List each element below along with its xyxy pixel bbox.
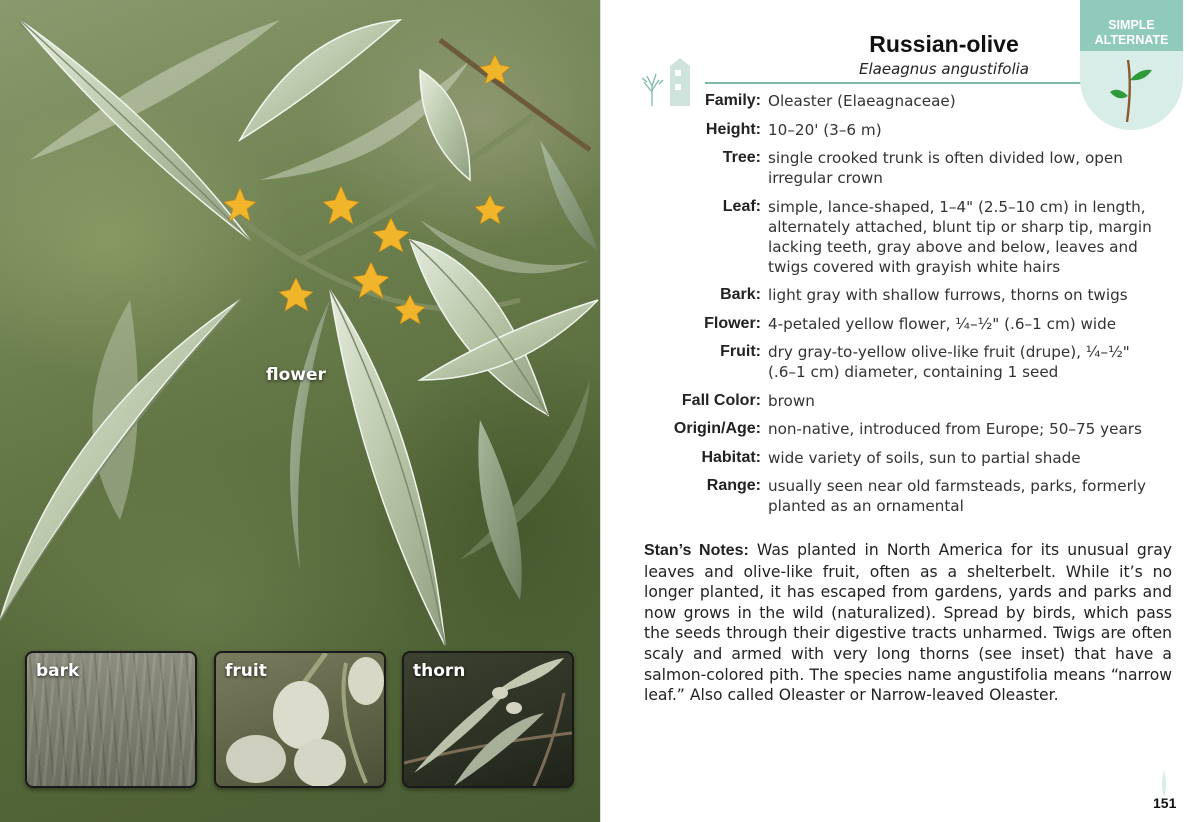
fact-label: Bark: bbox=[720, 286, 761, 303]
fact-row bbox=[601, 314, 1199, 334]
fact-value: non-native, introduced from Europe; 50–75 years bbox=[768, 420, 1142, 438]
leaf-type-line-2: ALTERNATE bbox=[1094, 33, 1169, 47]
fact-value: dry gray-to-yellow olive-like fruit (drupe), ¼–½" (.6–1 cm) diameter, containing 1 seed bbox=[768, 343, 1130, 381]
fact-label: Leaf: bbox=[722, 197, 761, 215]
bark-inset bbox=[25, 651, 197, 788]
fact-row bbox=[601, 342, 1199, 382]
fact-row bbox=[601, 285, 1199, 305]
page-number: 151 bbox=[1153, 795, 1177, 811]
leaf-type-tab-header bbox=[1080, 0, 1183, 51]
fact-label: Fall Color: bbox=[681, 391, 761, 409]
fact-value: wide variety of soils, sun to partial shade bbox=[768, 448, 1081, 467]
fruit-inset bbox=[214, 651, 386, 788]
flower-label: flower bbox=[266, 365, 326, 385]
fact-row bbox=[601, 419, 1199, 439]
fact-row bbox=[601, 197, 1199, 277]
fact-label: Flower: bbox=[704, 314, 761, 332]
header-rule bbox=[705, 82, 1085, 84]
fact-label: Tree: bbox=[722, 149, 761, 166]
fact-value: simple, lance-shaped, 1–4" (2.5–10 cm) in length, alternately attached, blunt tip or sharp tip, margin lacking teeth, gray above and below, leaves and twigs covered with grayish white hairs bbox=[768, 197, 1152, 276]
fact-label: Family: bbox=[704, 92, 761, 109]
fact-label: Range: bbox=[706, 477, 761, 494]
fact-row bbox=[601, 120, 1199, 140]
fact-value: light gray with shallow furrows, thorns on twigs bbox=[768, 286, 1128, 304]
fact-value: 4-petaled yellow flower, ¼–½" (.6–1 cm) wide bbox=[768, 314, 1117, 333]
fact-label: Fruit: bbox=[720, 343, 761, 360]
common-name: Russian-olive bbox=[869, 31, 1019, 57]
fact-row bbox=[601, 476, 1199, 516]
fact-label: Habitat: bbox=[701, 448, 761, 466]
notes-text: Was planted in North America for its unusual gray leaves and olive-like fruit, often as a shelterbelt. While it’s no longer planted, it has escaped from gardens, yards and parks and now grows in the wild (naturalized). Spread by birds, which pass the seeds through their digestive tracts unharmed. Twigs are often scaly and armed with very long thorns (see inset) that have a salmon-colored pith. The species name angustifolia means “narrow leaf.” Also called Oleaster or Narrow-leaved Oleaster. bbox=[644, 541, 1172, 705]
fact-value: Oleaster (Elaeagnaceae) bbox=[768, 92, 956, 110]
notes-label: Stan’s Notes: bbox=[644, 542, 749, 559]
fact-row bbox=[601, 391, 1199, 411]
fact-value: usually seen near old farmsteads, parks, formerly planted as an ornamental bbox=[768, 477, 1147, 515]
fruit-inset-label: fruit bbox=[225, 661, 267, 681]
text-page bbox=[600, 0, 1199, 822]
fact-label: Origin/Age: bbox=[673, 420, 761, 437]
leaf-type-line-1: SIMPLE bbox=[1108, 18, 1155, 32]
bark-inset-label: bark bbox=[36, 661, 80, 681]
fact-value: brown bbox=[768, 391, 815, 410]
fact-value: 10–20' (3–6 m) bbox=[768, 120, 882, 139]
fact-label: Height: bbox=[705, 120, 761, 138]
scientific-name: Elaeagnus angustifolia bbox=[859, 60, 1029, 78]
thorn-inset-label: thorn bbox=[413, 661, 466, 681]
fact-value: single crooked trunk is often divided low, open irregular crown bbox=[768, 149, 1123, 187]
fact-row bbox=[601, 448, 1199, 468]
page-corner-leaf-icon bbox=[1159, 770, 1169, 798]
fact-row bbox=[601, 148, 1199, 188]
fact-row bbox=[601, 91, 1199, 111]
stans-notes bbox=[644, 540, 1172, 706]
facts-list bbox=[601, 91, 1199, 525]
thorn-inset bbox=[402, 651, 574, 788]
